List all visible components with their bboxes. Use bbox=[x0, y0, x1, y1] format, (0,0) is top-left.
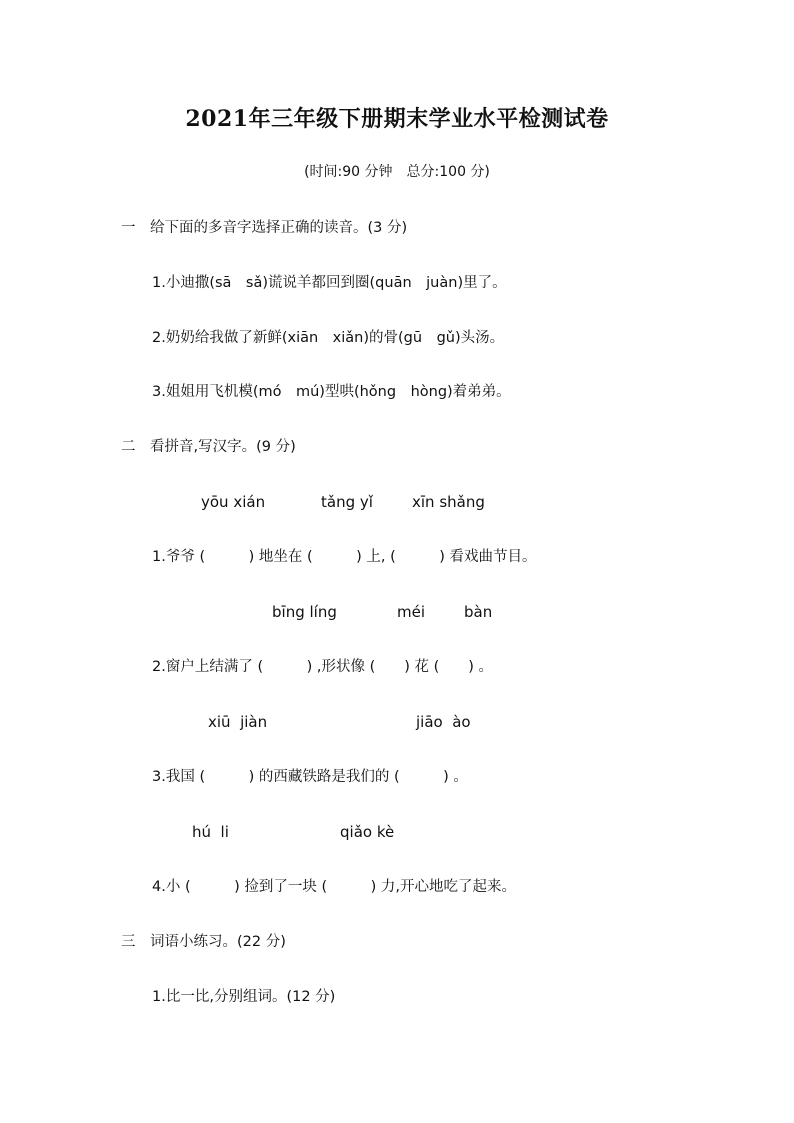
section-2-item-2: 2.窗户上结满了 ( ) ,形状像 ( ) 花 ( ) 。 bbox=[152, 659, 494, 675]
pinyin-jiao-ao: jiāo ào bbox=[416, 713, 471, 731]
section-1-item-2: 2.奶奶给我做了新鲜(xiān xiǎn)的骨(gū gǔ)头汤。 bbox=[152, 330, 505, 346]
pinyin-mei: méi bbox=[397, 603, 426, 621]
section-2-item-1: 1.爷爷 ( ) 地坐在 ( ) 上, ( ) 看戏曲节目。 bbox=[152, 549, 537, 565]
page-title: 2021年三年级下册期末学业水平检测试卷 bbox=[185, 106, 609, 132]
section-3-sub-1: 1.比一比,分别组词。(12 分) bbox=[152, 989, 336, 1005]
pinyin-xin-shang: xīn shǎng bbox=[412, 493, 485, 511]
section-2-item-3: 3.我国 ( ) 的西藏铁路是我们的 ( ) 。 bbox=[152, 769, 468, 785]
pinyin-qiao-ke: qiǎo kè bbox=[340, 823, 395, 841]
pinyin-you-xian: yōu xián bbox=[201, 493, 266, 511]
section-1-heading: 一 给下面的多音字选择正确的读音。(3 分) bbox=[121, 220, 408, 236]
pinyin-bing-ling: bīng líng bbox=[272, 603, 337, 621]
section-1-item-1: 1.小迪撒(sā sǎ)谎说羊都回到圈(quān juàn)里了。 bbox=[152, 275, 507, 291]
section-2-heading: 二 看拼音,写汉字。(9 分) bbox=[121, 439, 296, 455]
pinyin-ban: bàn bbox=[464, 603, 493, 621]
pinyin-hu-li: hú li bbox=[192, 823, 229, 841]
exam-time-and-score: (时间:90 分钟 总分:100 分) bbox=[304, 164, 490, 180]
section-3-heading: 三 词语小练习。(22 分) bbox=[121, 934, 286, 950]
pinyin-xiu-jian: xiū jiàn bbox=[208, 713, 268, 731]
pinyin-tang-yi: tǎng yǐ bbox=[321, 493, 373, 511]
section-2-item-4: 4.小 ( ) 捡到了一块 ( ) 力,开心地吃了起来。 bbox=[152, 879, 517, 895]
section-1-item-3: 3.姐姐用飞机模(mó mú)型哄(hǒng hòng)着弟弟。 bbox=[152, 384, 511, 400]
